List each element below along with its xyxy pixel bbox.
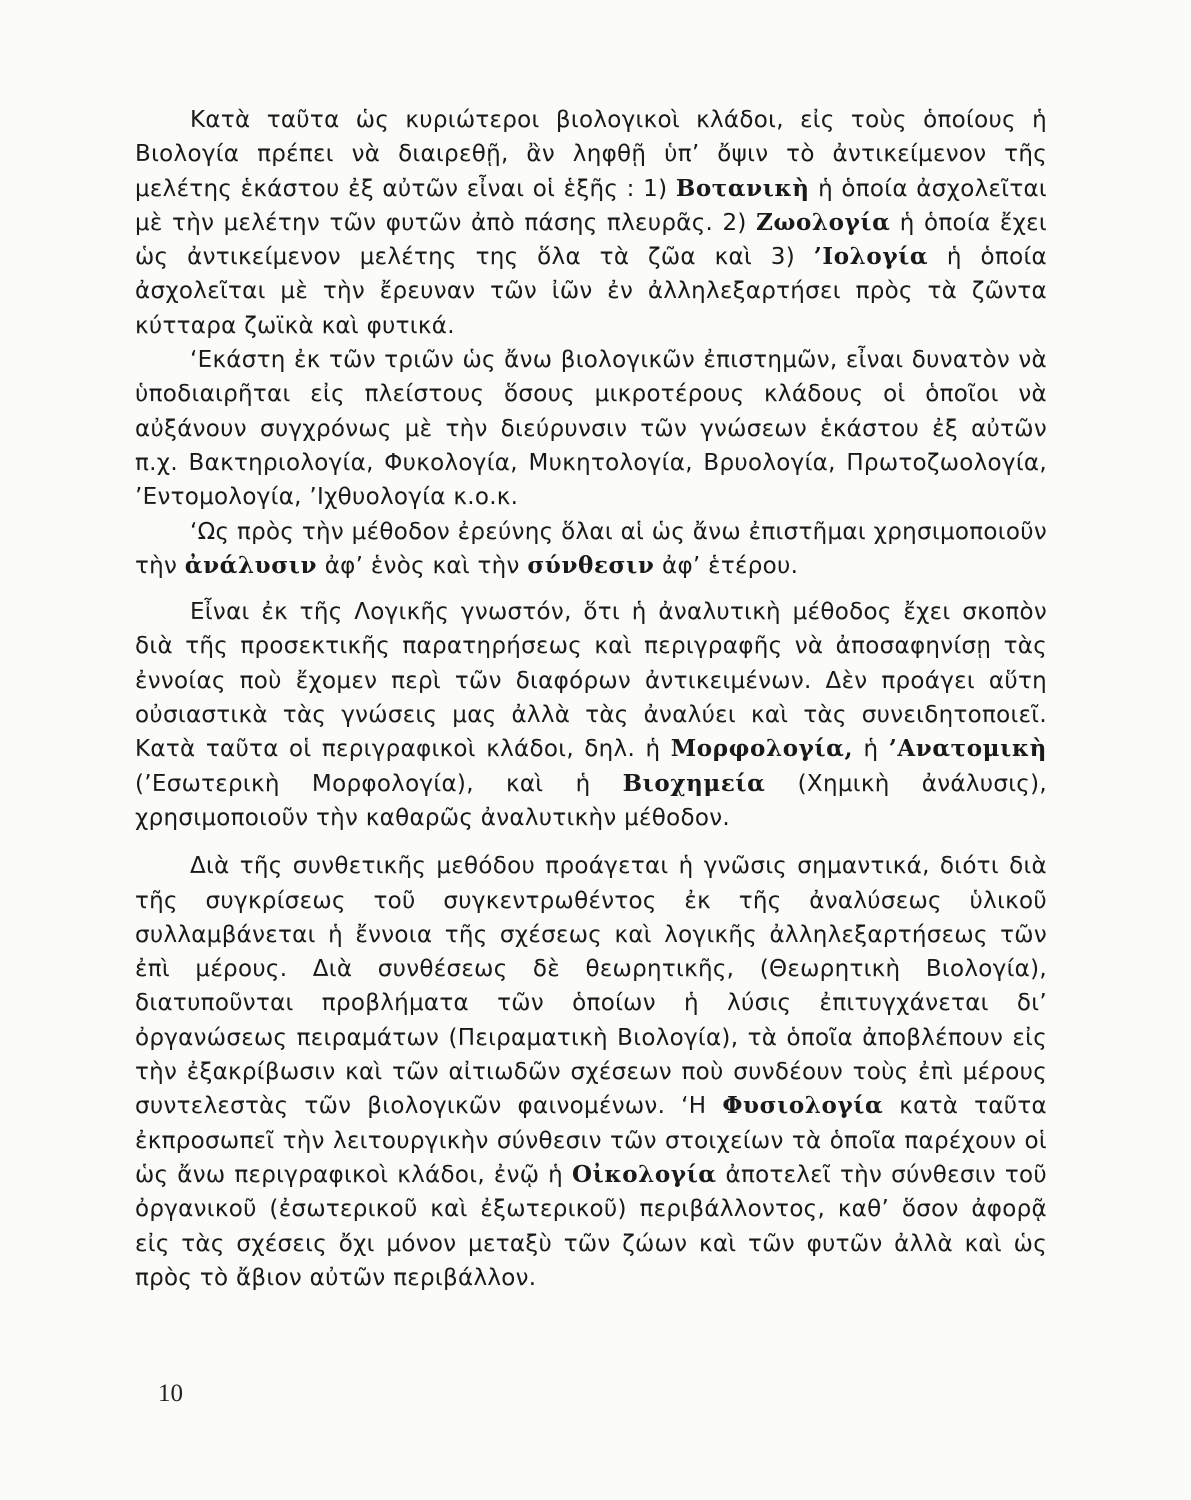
paragraph-1 (135, 103, 1047, 343)
text-run: (Χημικὴ ἀνάλυσις), χρησιμοποιοῦν τὴν καθαρῶς ἀναλυτικὴν μέθοδον. (135, 770, 1047, 831)
text-run: ἀποτελεῖ τὴν σύνθεσιν τοῦ ὀργανικοῦ (ἐσωτερικοῦ καὶ ἐξωτερικοῦ) περιβάλλοντος, καθ’ ὅσον ἀφορᾷ εἰς τὰς σχέσεις ὄχι μόνον μεταξὺ τῶν ζώων καὶ τῶν φυτῶν ἀλλὰ καὶ ὡς πρὸς τὸ ἄβιον αὐτῶν περιβάλλον. (135, 1161, 1047, 1291)
text-run: ‘Ως πρὸς τὴν μέθοδον ἐρεύνης ὅλαι αἱ ὡς ἄνω ἐπιστῆμαι χρησιμοποιοῦν τὴν (135, 518, 1047, 579)
text-run: Εἶναι ἐκ τῆς Λογικῆς γνωστόν, ὅτι ἡ ἀναλυτικὴ μέθοδος ἔχει σκοπὸν διὰ τῆς προσεκτικῆς παρατηρήσεως καὶ περιγραφῆς νὰ ἀποσαφηνίσῃ τὰς ἐννοίας ποὺ ἔχομεν περὶ τῶν διαφόρων ἀντικειμένων. Δὲν προάγει αὕτη οὐσιαστικὰ τὰς γνώσεις μας ἀλλὰ τὰς ἀναλύει καὶ τὰς συνειδητοποιεῖ. Κατὰ ταῦτα οἱ περιγραφικοὶ κλάδοι, δηλ. ἡ (135, 599, 1047, 763)
term-biochemistry: Βιοχημεία (622, 769, 766, 797)
text-run: κατὰ ταῦτα ἐκπροσωπεῖ τὴν λειτουργικὴν σύνθεσιν τῶν στοιχείων τὰ ὁποῖα παρέχουν οἱ ὡς ἄνω περιγραφικοὶ κλάδοι, ἐνῷ ἡ (135, 1093, 1047, 1188)
paragraph-5 (135, 849, 1047, 1295)
text-run: (’Εσωτερικὴ Μορφολογία), καὶ ἡ (135, 770, 623, 797)
text-run: ἡ ὁποία ἔχει ὡς ἀντικείμενον μελέτης της ὅλα τὰ ζῶα καὶ 3) (135, 209, 1047, 271)
term-ecology: Οἰκολογία (571, 1160, 717, 1188)
term-morphology: Μορφολογία, (670, 735, 854, 763)
page-number: 10 (158, 1380, 183, 1407)
paragraph-2 (135, 343, 1047, 514)
text-run: ἡ (853, 736, 889, 763)
paragraph-4 (135, 595, 1047, 835)
paragraph-3 (135, 515, 1047, 584)
term-virology: ’Ιολογία (813, 243, 929, 271)
text-run: ἡ ὁποία ἀσχολεῖται μὲ τὴν ἔρευναν τῶν ἰῶν ἐν ἀλληλεξαρτήσει πρὸς τὰ ζῶντα κύτταρα ζωϊκὰ καὶ φυτικά. (135, 244, 1047, 339)
term-anatomy: ’Ανατομικὴ (888, 735, 1047, 763)
text-run: ‘Εκάστη ἐκ τῶν τριῶν ὡς ἄνω βιολογικῶν ἐπιστημῶν, εἶναι δυνατὸν νὰ ὑποδιαιρῆται εἰς πλείστους ὅσους μικροτέρους κλάδους οἱ ὁποῖοι νὰ αὐξάνουν συγχρόνως μὲ τὴν διεύρυνσιν τῶν γνώσεων ἑκάστου ἐξ αὐτῶν π.χ. Βακτηριολογία, Φυκολογία, Μυκητολογία, Βρυολογία, Πρωτοζωολογία, ’Εντομολογία, ’Ιχθυολογία κ.ο.κ. (135, 347, 1047, 511)
text-run: Κατὰ ταῦτα ὡς κυριώτεροι βιολογικοὶ κλάδοι, εἰς τοὺς ὁποίους ἡ Βιολογία πρέπει νὰ διαιρεθῇ, ἂν ληφθῇ ὑπ’ ὄψιν τὸ ἀντικείμενον τῆς μελέτης ἑκάστου ἐξ αὐτῶν εἶναι οἱ ἑξῆς : 1) (135, 107, 1047, 202)
text-run: ἀφ’ ἑνὸς καὶ τὴν (317, 552, 528, 579)
text-run: Διὰ τῆς συνθετικῆς μεθόδου προάγεται ἡ γνῶσις σημαντικά, διότι διὰ τῆς συγκρίσεως τοῦ συγκεντρωθέντος ἐκ τῆς ἀναλύσεως ὑλικοῦ συλλαμβάνεται ἡ ἔννοια τῆς σχέσεως καὶ λογικῆς ἀλληλεξαρτήσεως τῶν ἐπὶ μέρους. Διὰ συνθέσεως δὲ θεωρητικῆς, (Θεωρητικὴ Βιολογία), διατυποῦνται προβλήματα τῶν ὁποίων ἡ λύσις ἐπιτυγχάνεται δι’ ὀργανώσεως πειραμάτων (Πειραματικὴ Βιολογία), τὰ ὁποῖα ἀποβλέπουν εἰς τὴν ἐξακρίβωσιν καὶ τῶν αἰτιωδῶν σχέσεων ποὺ συνδέουν τοὺς ἐπὶ μέρους συντελεστὰς τῶν βιολογικῶν φαινομένων. ‘Η (135, 853, 1047, 1120)
term-botany: Βοτανικὴ (675, 174, 810, 202)
term-physiology: Φυσιολογία (722, 1092, 884, 1120)
text-run: ἡ ὁποία ἀσχολεῖται μὲ τὴν μελέτην τῶν φυτῶν ἀπὸ πάσης πλευρᾶς. 2) (135, 175, 1048, 236)
term-synthesis: σύνθεσιν (527, 551, 655, 579)
term-analysis: ἀνάλυσιν (184, 551, 318, 579)
term-zoology: Ζωολογία (756, 208, 891, 236)
page-body (135, 103, 1047, 1295)
text-run: ἀφ’ ἑτέρου. (654, 552, 799, 579)
